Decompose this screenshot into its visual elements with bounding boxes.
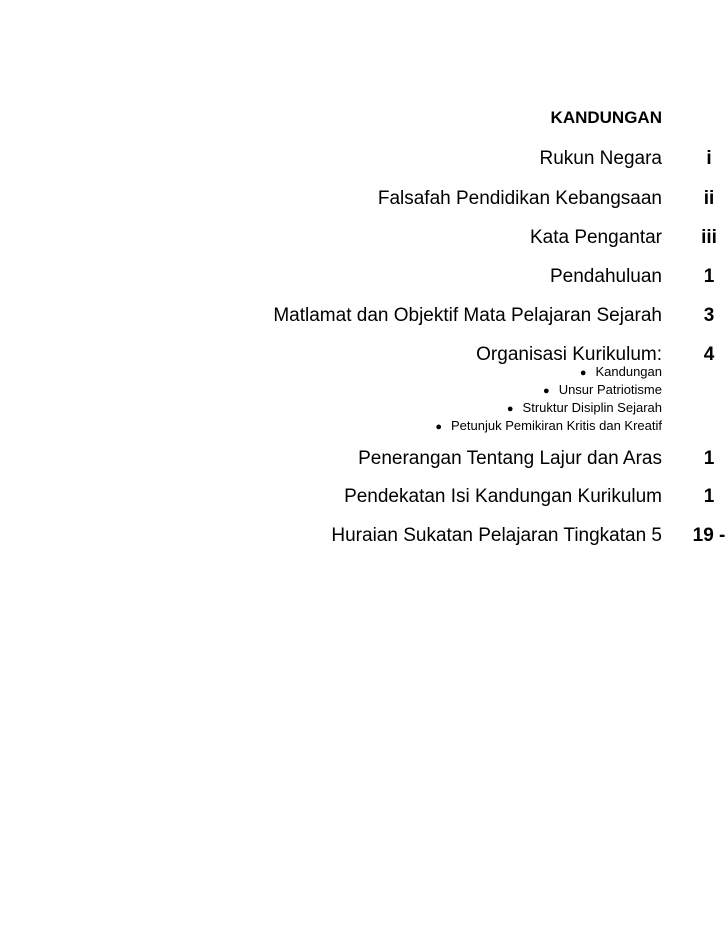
toc-entry-page: 3 <box>703 305 715 326</box>
bullet-icon: ● <box>579 367 587 379</box>
toc-sub-item-label: Struktur Disiplin Sejarah <box>522 400 662 415</box>
toc-entry-title: Falsafah Pendidikan Kebangsaan <box>377 188 662 209</box>
toc-entry-page: 1 <box>703 266 715 287</box>
toc-sub-item-label: Kandungan <box>595 364 662 379</box>
bullet-icon: ● <box>543 385 550 397</box>
toc-entry-title: Penerangan Tentang Lajur dan Aras <box>358 448 662 469</box>
toc-sub-item-label: Unsur Patriotisme <box>558 382 662 397</box>
toc-entry-page: 19 - <box>692 525 726 546</box>
toc-sub-item <box>580 364 662 381</box>
toc-sub-item <box>435 418 662 435</box>
bullet-icon: ● <box>506 403 514 415</box>
toc-entry-title: Organisasi Kurikulum: <box>476 344 662 365</box>
toc-entry-page: 1 <box>703 448 715 469</box>
toc-entry-title: Rukun Negara <box>539 148 662 169</box>
toc-entry-title: Kata Pengantar <box>529 227 662 248</box>
toc-entry-page: ii <box>703 188 715 209</box>
toc-entry-page: i <box>706 148 712 169</box>
toc-entry-title: Pendekatan Isi Kandungan Kurikulum <box>344 486 662 507</box>
toc-entry-page: 1 <box>703 486 715 507</box>
toc-sub-item <box>507 400 662 417</box>
toc-entry-page: iii <box>701 227 717 248</box>
toc-entry-title: Huraian Sukatan Pelajaran Tingkatan 5 <box>331 525 662 546</box>
toc-sub-item-label: Petunjuk Pemikiran Kritis dan Kreatif <box>451 418 662 433</box>
bullet-icon: ● <box>435 421 443 433</box>
toc-entry-page: 4 <box>703 344 715 365</box>
toc-entry-title: Pendahuluan <box>550 266 662 287</box>
toc-heading: KANDUNGAN <box>550 108 662 127</box>
toc-entry-title: Matlamat dan Objektif Mata Pelajaran Sejarah <box>273 305 662 326</box>
toc-sub-item <box>543 382 662 399</box>
